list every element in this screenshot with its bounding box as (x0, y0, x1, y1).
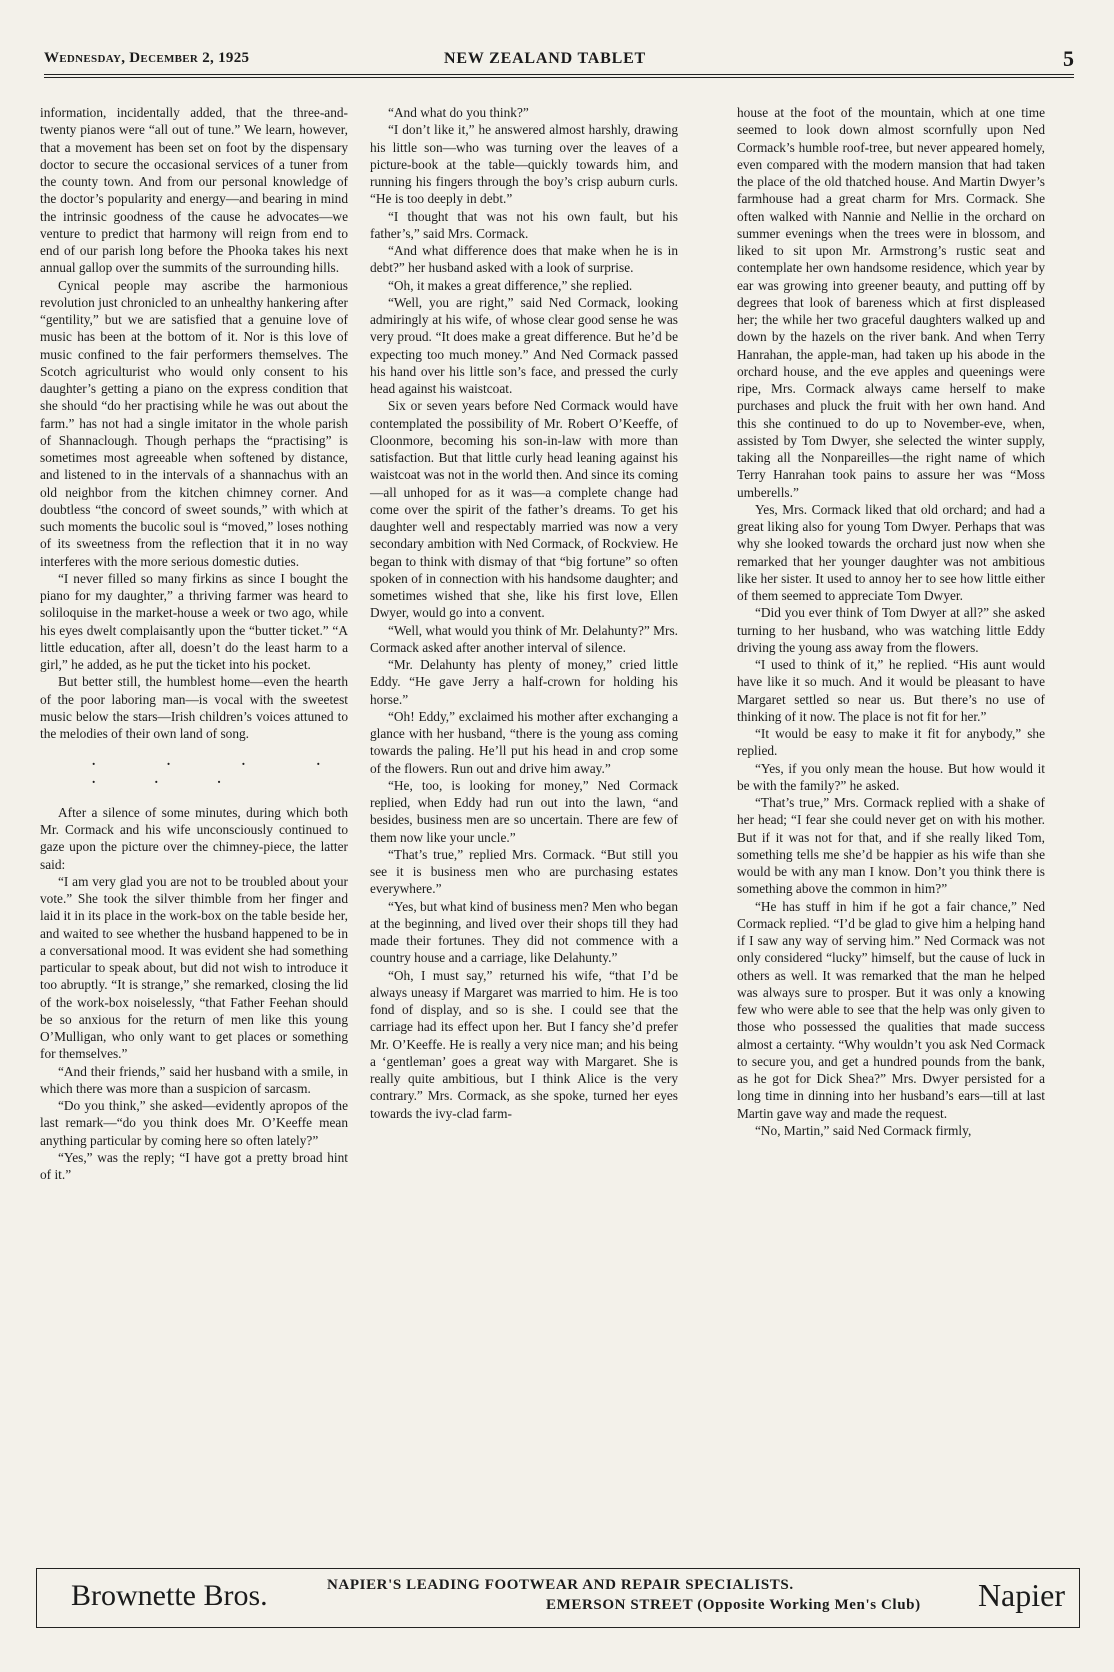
paragraph: house at the foot of the mountain, which at one time seemed to look down almost scornfully upon Ned Cormack’s humble roof-tree, but never appeared homely, even compared with the modern mansion that had taken the place of the old thatched house. And Martin Dwyer’s farmhouse had a great charm for Mrs. Cormack. She often walked with Nannie and Nellie in the orchard on summer evenings when the trees were in blossom, and liked to sit upon Mr. Armstrong’s rustic seat and contemplate her own handsome residence, which year by ear was growing into greener beauty, and putting off by degrees that look of bareness which at first displeased her; the while her two graceful daughters walked up and down by the hazels on the river bank. And when Terry Hanrahan, the apple-man, had taken up his abode in the orchard house, and the eve apples and queenings were ripe, Mrs. Cormack always came herself to make purchases and pluck the fruit with her own hand. And this she continued to do up to November-eve, when, assisted by Tom Dwyer, she selected the winter supply, taking all the Nonpareilles—the right name of which Terry Hanrahan took pains to assure her was “Moss umberells.” (737, 105, 1045, 500)
publication-title: NEW ZEALAND TABLET (444, 50, 647, 67)
ad-tagline: NAPIER'S LEADING FOOTWEAR AND REPAIR SPECIALISTS. (327, 1577, 794, 1593)
page-number: 5 (1063, 46, 1074, 71)
paragraph: “Well, you are right,” said Ned Cormack, looking admiringly at his wife, of whose clear good sense he was very proud. “It does make a great difference. But he’d be expecting too much money.” And Ned Cormack passed his hand over his little son’s face, and pressed the curly head against his waistcoat. (370, 294, 678, 396)
paragraph: “I am very glad you are not to be troubled about your vote.” She took the silver thimble from her finger and laid it in its place in the work-box on the table beside her, and waited to see whether the husband happened to be in a conversational mood. It was evident she had something particular to speak about, but did not wish to introduce it too abruptly. “It is strange,” she remarked, closing the lid of the work-box noiselessly, “that Father Feehan should be so anxious for the return of men like this young O’Mulligan, who only want to get places or something for themselves.” (40, 873, 348, 1062)
paragraph: “I don’t like it,” he answered almost harshly, drawing his little son—who was turning over the leaves of a picture-book at the table—quickly towards him, and running his fingers through the boy’s crisp auburn curls. “He is too deeply in debt.” (370, 122, 678, 207)
paragraph: “And their friends,” said her husband with a smile, in which there was more than a suspicion of sarcasm. (40, 1063, 348, 1096)
paragraph: “He, too, is looking for money,” Ned Cormack replied, when Eddy had run out into the lawn, “and besides, business men are so uncertain. There are few of them now like your uncle.” (370, 777, 678, 845)
paragraph: information, incidentally added, that the three-and-twenty pianos were “all out of tune.” We learn, however, that a movement has been set on foot by the dispensary doctor to secure the occasional services of a tuner from the county town. And from our personal knowledge of the doctor’s popularity and energy—and bearing in mind the intrinsic goodness of the cause he advocates—we venture to predict that harmony will reign from end to end of our parish long before the Phooka takes his next annual gallop over the summits of the surrounding hills. (40, 105, 348, 276)
paragraph: “And what do you think?” (388, 105, 529, 120)
paragraph: “I thought that was not his own fault, but his father’s,” said Mrs. Cormack. (370, 208, 678, 241)
ad-brand-name: Brownette Bros. (71, 1579, 268, 1612)
section-break-dots: . . . . . . . (92, 753, 348, 786)
paragraph: “And what difference does that make when he is in debt?” her husband asked with a look of surprise. (370, 243, 678, 276)
column-3 (737, 104, 1045, 1139)
paragraph: “That’s true,” Mrs. Cormack replied with a shake of her head; “I fear she could never get on with his mother. But if it was not for that, and if she really liked Tom, something tells me she’d be happier as his wife than she would be with any man I know. Don’t you think there is something above the common in him?” (737, 795, 1045, 897)
paragraph: “That’s true,” replied Mrs. Cormack. “But still you see it is business men who are purchasing estates everywhere.” (370, 846, 678, 897)
paragraph: “Oh, it makes a great difference,” she replied. (388, 277, 633, 293)
paragraph: But better still, the humblest home—even the hearth of the poor laboring man—is vocal with the sweetest music below the stars—Irish children’s voices attuned to the melodies of their own land of song. (40, 674, 348, 741)
page-header (44, 46, 1074, 72)
paragraph: “Do you think,” she asked—evidently apropos of the last remark—“do you think does Mr. O’Keeffe mean anything particular by coming here so often lately?” (40, 1098, 348, 1148)
advertisement-box (36, 1568, 1080, 1628)
paragraph: “Yes, but what kind of business men? Men who began at the beginning, and lived over their shops till they had made their fortunes. They did not commence with a country house and a carriage, like Delahunty.” (370, 898, 678, 966)
paragraph: Cynical people may ascribe the harmonious revolution just chronicled to an unhealthy hankering after “gentility,” but we are satisfied that a genuine love of music has been at the bottom of it. Nor is this love of music confined to the fair performers themselves. The Scotch agriculturist who would only consent to his daughter’s getting a piano on the express condition that she should “do her practising while he was out about the farm.” has not had a single imitator in the whole parish of Shannaclough. Though perhaps the “practising” is sometimes most agreeable when softened by distance, and listened to in the intervals of a shannachus with an old neighbor from the kitchen chimney corner. And doubtless “the concord of sweet sounds,” with which at such moments the bucolic soul is “moved,” loses nothing of its sweetness from the reflection that it in no way interferes with the more serious domestic duties. (40, 277, 348, 569)
header-rule (44, 74, 1074, 75)
ad-address: EMERSON STREET (Opposite Working Men's Club) (546, 1597, 921, 1613)
issue-date: Wednesday, December 2, 1925 (44, 50, 250, 66)
paragraph: “Did you ever think of Tom Dwyer at all?” she asked turning to her husband, who was watching little Eddy driving the young ass away from the flowers. (737, 605, 1045, 655)
paragraph: “Oh! Eddy,” exclaimed his mother after exchanging a glance with her husband, “there is the young ass coming towards the paling. He’ll put his head in and crop some of the flowers. Run out and drive him away.” (370, 708, 678, 776)
paragraph: “Yes,” was the reply; “I have got a pretty broad hint of it.” (40, 1149, 348, 1182)
paragraph: “Mr. Delahunty has plenty of money,” cried little Eddy. “He gave Jerry a half-crown for holding his horse.” (370, 657, 678, 707)
paragraph: “I used to think of it,” he replied. “His aunt would have like it so much. And it would be pleasant to have Margaret settled so near us. But there’s no use of thinking of it now. The place is not fit for her.” (737, 657, 1045, 724)
paragraph: Yes, Mrs. Cormack liked that old orchard; and had a great liking also for young Tom Dwyer. Perhaps that was why she looked towards the orchard just now when she remarked that her younger daughter was not ambitious like her sister. It used to annoy her to see how little either of them seemed to appreciate Tom Dwyer. (737, 501, 1045, 603)
header-rule-double (44, 77, 1074, 78)
paragraph: “Oh, I must say,” returned his wife, “that I’d be always uneasy if Margaret was married to him. He is too fond of display, and so is she. I could see that the carriage had its effect upon her. But I fancy she’d prefer Mr. O’Keeffe. He is really a very nice man; and his being a ‘gentleman’ goes a great way with Margaret. She is really quite ambitious, but I think Alice is the very contrary.” Mrs. Cormack, as she spoke, turned her eyes towards the ivy-clad farm- (370, 967, 678, 1121)
paragraph: “Well, what would you think of Mr. Delahunty?” Mrs. Cormack asked after another interval of silence. (370, 622, 678, 655)
paragraph: “No, Martin,” said Ned Cormack firmly, (755, 1122, 972, 1138)
column-1 (40, 104, 348, 1183)
paragraph: “It would be easy to make it fit for anybody,” she replied. (737, 726, 1045, 759)
column-2 (370, 104, 678, 1122)
paragraph: “I never filled so many firkins as since I bought the piano for my daughter,” a thriving farmer was heard to soliloquise in the market-house a week or two ago, while his eyes dwelt complaisantly upon the “butter ticket.” “A little education, after all, doesn’t do the least harm to a girl,” he added, as he put the ticket into his pocket. (40, 570, 348, 672)
paragraph: “He has stuff in him if he got a fair chance,” Ned Cormack replied. “I’d be glad to give him a helping hand if I saw any way of serving him.” Ned Cormack was not only considered “lucky” himself, but the cause of luck in others as well. It was remarked that the man he helped was always sure to prosper. But it was only a knowing few who were able to see that the help was only given to those who possessed the qualities that made success almost a certainty. “Why wouldn’t you ask Ned Cormack to secure you, and get a hundred pounds from the bank, as he got for Dick Shea?” Mrs. Dwyer persisted for a long time in dinning into her husband’s ears—till at last Martin gave way and made the request. (737, 898, 1045, 1121)
ad-city: Napier (977, 1577, 1065, 1613)
paragraph: After a silence of some minutes, during which both Mr. Cormack and his wife unconsciously continued to gaze upon the picture over the chimney-piece, the latter said: (40, 804, 348, 872)
paragraph: Six or seven years before Ned Cormack would have contemplated the possibility of Mr. Robert O’Keeffe, of Cloonmore, becoming his son-in-law with more than satisfaction. But that little curly head leaning against his waistcoat was not in the world then. And since its coming—all unhoped for as it was—a complete change had come over the spirit of the father’s dreams. To get his daughter well and respectably married was now a very secondary ambition with Ned Cormack, of Rockview. He began to think with dismay of that “big fortune” so often spoken of in connection with his handsome daughter; and sometimes wished that she, like his first love, Ellen Dwyer, would go into a convent. (370, 398, 678, 621)
paragraph: “Yes, if you only mean the house. But how would it be with the family?” he asked. (737, 760, 1045, 793)
